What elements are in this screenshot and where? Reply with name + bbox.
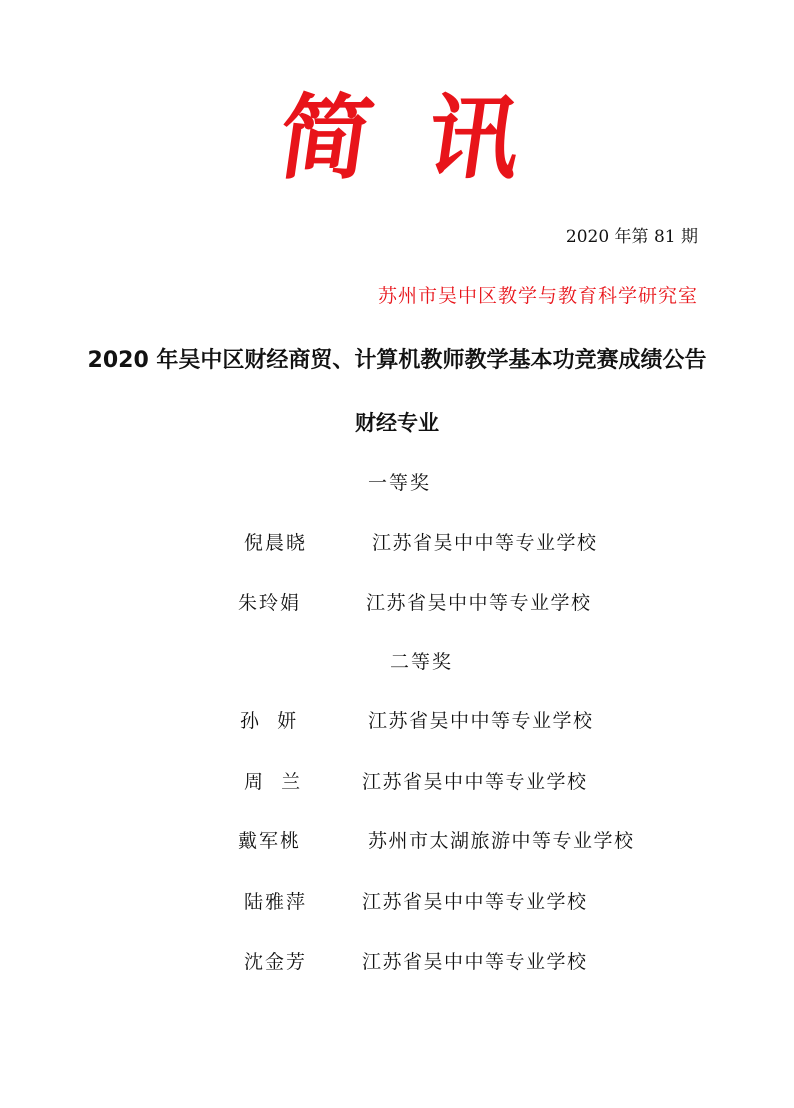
winner-name: 孙 妍: [240, 710, 299, 732]
major-heading: 财经专业: [355, 411, 439, 435]
winner-name: 周 兰: [244, 771, 303, 793]
winner-name: 朱玲娟: [238, 592, 302, 614]
issue-number: 2020 年第 81 期: [565, 227, 698, 247]
winner-name: 倪晨晓: [244, 532, 308, 554]
winner-name: 沈金芳: [244, 951, 308, 973]
organization-name: 苏州市吴中区教学与教育科学研究室: [377, 285, 698, 307]
masthead-char-jian: 简: [272, 84, 380, 192]
winner-school: 苏州市太湖旅游中等专业学校: [368, 830, 635, 852]
masthead: [0, 84, 794, 198]
masthead-char-xun: 讯: [420, 84, 528, 192]
winner-name: 戴军桃: [238, 830, 302, 852]
winner-school: 江苏省吴中中等专业学校: [362, 771, 588, 793]
winner-school: 江苏省吴中中等专业学校: [372, 532, 598, 554]
winner-name: 陆雅萍: [244, 891, 308, 913]
winner-school: 江苏省吴中中等专业学校: [362, 951, 588, 973]
prize-heading-second: 二等奖: [390, 651, 454, 673]
winner-school: 江苏省吴中中等专业学校: [368, 710, 594, 732]
winner-school: 江苏省吴中中等专业学校: [366, 592, 592, 614]
announcement-title: 2020 年吴中区财经商贸、计算机教师教学基本功竞赛成绩公告: [87, 348, 707, 373]
prize-heading-first: 一等奖: [368, 472, 432, 494]
winner-school: 江苏省吴中中等专业学校: [362, 891, 588, 913]
